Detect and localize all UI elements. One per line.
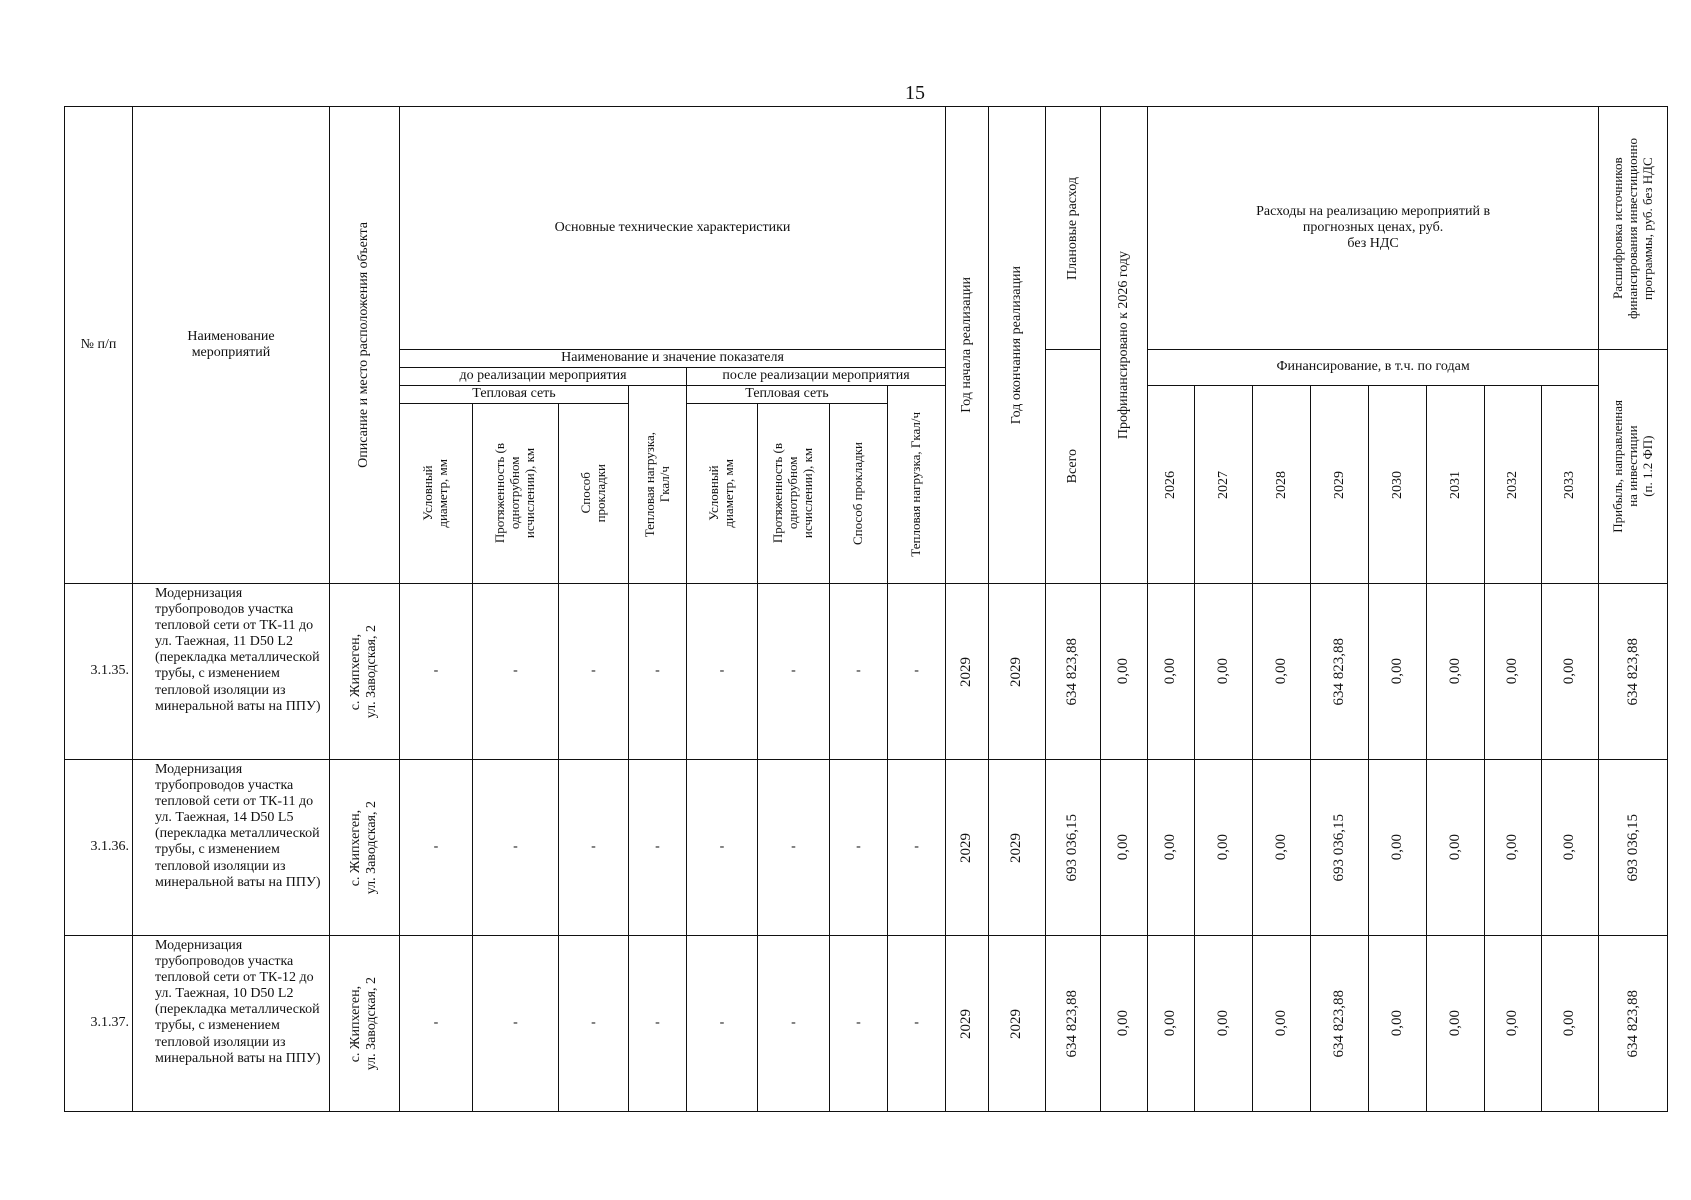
header-year-2032 bbox=[1485, 386, 1542, 584]
header-no: № п/п bbox=[65, 107, 133, 584]
row-year-value bbox=[1485, 760, 1542, 936]
investment-program-table bbox=[64, 106, 1668, 1112]
row-tech-value: - bbox=[400, 584, 473, 760]
header-diameter-before-text: Условный диаметр, мм bbox=[420, 459, 450, 528]
row-tech-value: - bbox=[687, 936, 758, 1112]
header-sources-text: Расшифровка источников финансирования инвестиционно программы, руб. без НДС bbox=[1609, 137, 1655, 319]
table-row bbox=[65, 760, 1668, 936]
header-length-after bbox=[758, 404, 830, 584]
row-profit bbox=[1599, 584, 1668, 760]
row-year-value bbox=[1369, 584, 1427, 760]
row-year-start-text: 2029 bbox=[958, 1008, 975, 1039]
row-location-text: с. Жипхеген, ул. Заводская, 2 bbox=[348, 976, 380, 1071]
row-year-value-text: 0,00 bbox=[1561, 834, 1578, 861]
row-year-value-text: 0,00 bbox=[1504, 658, 1521, 685]
row-year-start bbox=[946, 760, 989, 936]
header-total bbox=[1046, 350, 1101, 584]
row-tech-value: - bbox=[888, 760, 946, 936]
year-2027-label: 2027 bbox=[1215, 470, 1231, 499]
header-heat-network-before: Тепловая сеть bbox=[400, 386, 629, 404]
row-year-value bbox=[1195, 584, 1253, 760]
row-year-value-text: 0,00 bbox=[1214, 658, 1231, 685]
row-year-value-text: 0,00 bbox=[1561, 1010, 1578, 1037]
row-year-value bbox=[1195, 760, 1253, 936]
row-tech-value: - bbox=[559, 760, 629, 936]
row-tech-value: - bbox=[559, 584, 629, 760]
header-indicator: Наименование и значение показателя bbox=[400, 350, 946, 368]
header-year-2030 bbox=[1369, 386, 1427, 584]
row-tech-value: - bbox=[629, 584, 687, 760]
year-2026-label: 2026 bbox=[1163, 470, 1179, 499]
row-year-end bbox=[989, 584, 1046, 760]
row-year-value bbox=[1427, 936, 1485, 1112]
row-number: 3.1.37. bbox=[65, 936, 133, 1112]
header-financing: Финансирование, в т.ч. по годам bbox=[1148, 350, 1599, 386]
row-year-end-text: 2029 bbox=[1008, 1008, 1025, 1039]
row-year-start bbox=[946, 584, 989, 760]
row-name: Модернизация трубопроводов участка тепловой сети от ТК-11 до ул. Таежная, 11 D50 L2 (перекладка металлической трубы, с изменением тепловой изоляции из минеральной ваты на ППУ) bbox=[133, 584, 330, 760]
row-year-value bbox=[1485, 936, 1542, 1112]
row-year-value-text: 0,00 bbox=[1446, 1010, 1463, 1037]
header-name: Наименование мероприятий bbox=[133, 107, 330, 584]
header-year-start bbox=[946, 107, 989, 584]
row-year-end bbox=[989, 936, 1046, 1112]
header-year-start-text: Год начала реализации bbox=[959, 277, 975, 413]
row-year-end bbox=[989, 760, 1046, 936]
row-total bbox=[1046, 584, 1101, 760]
row-total-text: 693 036,15 bbox=[1064, 813, 1081, 882]
header-location bbox=[330, 107, 400, 584]
header-expenses: Расходы на реализацию мероприятий в прогнозных ценах, руб. без НДС bbox=[1148, 107, 1599, 350]
year-2031-label: 2031 bbox=[1447, 470, 1463, 499]
row-year-value bbox=[1542, 760, 1599, 936]
row-year-value bbox=[1311, 760, 1369, 936]
row-location bbox=[330, 760, 400, 936]
header-prefinanced bbox=[1101, 107, 1148, 584]
header-year-end bbox=[989, 107, 1046, 584]
row-year-value bbox=[1195, 936, 1253, 1112]
header-heat-network-after: Тепловая сеть bbox=[687, 386, 888, 404]
row-profit bbox=[1599, 760, 1668, 936]
row-year-start-text: 2029 bbox=[958, 656, 975, 687]
row-year-value bbox=[1148, 584, 1195, 760]
row-tech-value: - bbox=[758, 936, 830, 1112]
row-year-value bbox=[1427, 584, 1485, 760]
row-tech-value: - bbox=[830, 584, 888, 760]
row-total bbox=[1046, 760, 1101, 936]
row-year-value-text: 693 036,15 bbox=[1330, 813, 1347, 882]
row-year-start-text: 2029 bbox=[958, 832, 975, 863]
row-tech-value: - bbox=[473, 936, 559, 1112]
header-heat-load-after bbox=[888, 386, 946, 584]
header-after: после реализации мероприятия bbox=[687, 368, 946, 386]
row-tech-value: - bbox=[629, 936, 687, 1112]
header-year-2027 bbox=[1195, 386, 1253, 584]
row-year-end-text: 2029 bbox=[1008, 832, 1025, 863]
header-total-text: Всего bbox=[1065, 449, 1081, 484]
row-year-value bbox=[1253, 760, 1311, 936]
row-tech-value: - bbox=[758, 760, 830, 936]
header-year-2033 bbox=[1542, 386, 1599, 584]
row-number: 3.1.36. bbox=[65, 760, 133, 936]
row-total-text: 634 823,88 bbox=[1064, 637, 1081, 706]
row-year-value bbox=[1369, 760, 1427, 936]
header-before: до реализации мероприятия bbox=[400, 368, 687, 386]
row-year-value-text: 0,00 bbox=[1561, 658, 1578, 685]
header-diameter-after bbox=[687, 404, 758, 584]
year-2028-label: 2028 bbox=[1273, 470, 1289, 499]
row-year-value bbox=[1311, 936, 1369, 1112]
row-tech-value: - bbox=[758, 584, 830, 760]
header-tech-chars: Основные технические характеристики bbox=[400, 107, 946, 350]
row-profit bbox=[1599, 936, 1668, 1112]
row-year-value-text: 0,00 bbox=[1162, 834, 1179, 861]
table-row bbox=[65, 584, 1668, 760]
page-number: 15 bbox=[905, 82, 925, 104]
header-profit bbox=[1599, 350, 1668, 584]
row-year-value-text: 0,00 bbox=[1162, 658, 1179, 685]
row-tech-value: - bbox=[629, 760, 687, 936]
header-year-2029 bbox=[1311, 386, 1369, 584]
row-year-value bbox=[1369, 936, 1427, 1112]
row-tech-value: - bbox=[473, 584, 559, 760]
row-year-value-text: 0,00 bbox=[1272, 658, 1289, 685]
header-location-text: Описание и место расположения объекта bbox=[356, 222, 372, 468]
year-2030-label: 2030 bbox=[1389, 470, 1405, 499]
row-tech-value: - bbox=[830, 936, 888, 1112]
header-length-after-text: Протяженность (в однотрубном исчислении), км bbox=[770, 443, 815, 544]
row-prefinanced bbox=[1101, 936, 1148, 1112]
row-prefinanced bbox=[1101, 760, 1148, 936]
row-profit-text: 634 823,88 bbox=[1624, 637, 1641, 706]
row-year-value-text: 0,00 bbox=[1214, 1010, 1231, 1037]
row-year-value-text: 0,00 bbox=[1162, 1010, 1179, 1037]
row-year-value-text: 0,00 bbox=[1272, 834, 1289, 861]
row-year-value bbox=[1148, 760, 1195, 936]
row-tech-value: - bbox=[400, 936, 473, 1112]
header-year-2028 bbox=[1253, 386, 1311, 584]
row-year-start bbox=[946, 936, 989, 1112]
row-prefinanced-text: 0,00 bbox=[1115, 1010, 1132, 1037]
header-laying-after-text: Способ прокладки bbox=[850, 441, 866, 545]
row-location bbox=[330, 584, 400, 760]
header-planned-text: Плановые расход bbox=[1065, 176, 1081, 280]
row-year-value-text: 0,00 bbox=[1214, 834, 1231, 861]
header-length-before-text: Протяженность (в однотрубном исчислении), км bbox=[492, 443, 537, 544]
row-year-value bbox=[1148, 936, 1195, 1112]
row-tech-value: - bbox=[559, 936, 629, 1112]
header-year-2031 bbox=[1427, 386, 1485, 584]
row-prefinanced-text: 0,00 bbox=[1115, 658, 1132, 685]
row-tech-value: - bbox=[888, 584, 946, 760]
header-sources bbox=[1599, 107, 1668, 350]
table-row bbox=[65, 936, 1668, 1112]
year-2032-label: 2032 bbox=[1505, 470, 1521, 499]
row-prefinanced-text: 0,00 bbox=[1115, 834, 1132, 861]
row-location-text: с. Жипхеген, ул. Заводская, 2 bbox=[348, 800, 380, 895]
row-year-value-text: 0,00 bbox=[1388, 1010, 1405, 1037]
header-heat-load-before bbox=[629, 386, 687, 584]
header-planned bbox=[1046, 107, 1101, 350]
row-year-value bbox=[1253, 936, 1311, 1112]
row-name: Модернизация трубопроводов участка тепловой сети от ТК-11 до ул. Таежная, 14 D50 L5 (перекладка металлической трубы, с изменением тепловой изоляции из минеральной ваты на ППУ) bbox=[133, 760, 330, 936]
row-year-value-text: 0,00 bbox=[1446, 834, 1463, 861]
row-tech-value: - bbox=[400, 760, 473, 936]
row-year-value bbox=[1253, 584, 1311, 760]
row-year-value-text: 0,00 bbox=[1504, 834, 1521, 861]
header-profit-text: Прибыль, направленная на инвестиции (п. 1.2 ФП) bbox=[1609, 400, 1655, 533]
row-total-text: 634 823,88 bbox=[1064, 989, 1081, 1058]
row-total bbox=[1046, 936, 1101, 1112]
row-year-value bbox=[1542, 584, 1599, 760]
header-length-before bbox=[473, 404, 559, 584]
header-laying-before bbox=[559, 404, 629, 584]
row-year-end-text: 2029 bbox=[1008, 656, 1025, 687]
row-year-value bbox=[1427, 760, 1485, 936]
header-row-1 bbox=[65, 107, 1668, 350]
row-location bbox=[330, 936, 400, 1112]
row-year-value-text: 0,00 bbox=[1388, 658, 1405, 685]
row-year-value-text: 0,00 bbox=[1388, 834, 1405, 861]
row-number: 3.1.35. bbox=[65, 584, 133, 760]
header-diameter-before bbox=[400, 404, 473, 584]
header-heat-load-after-text: Тепловая нагрузка, Гкал/ч bbox=[908, 412, 924, 557]
row-year-value-text: 634 823,88 bbox=[1330, 637, 1347, 706]
row-profit-text: 634 823,88 bbox=[1624, 989, 1641, 1058]
row-year-value-text: 0,00 bbox=[1272, 1010, 1289, 1037]
header-laying-before-text: Способ прокладки bbox=[577, 464, 608, 523]
row-year-value bbox=[1311, 584, 1369, 760]
row-location-text: с. Жипхеген, ул. Заводская, 2 bbox=[348, 624, 380, 719]
row-tech-value: - bbox=[687, 760, 758, 936]
row-profit-text: 693 036,15 bbox=[1624, 813, 1641, 882]
row-tech-value: - bbox=[687, 584, 758, 760]
row-name: Модернизация трубопроводов участка тепловой сети от ТК-12 до ул. Таежная, 10 D50 L2 (перекладка металлической трубы, с изменением тепловой изоляции из минеральной ваты на ППУ) bbox=[133, 936, 330, 1112]
header-year-end-text: Год окончания реализации bbox=[1009, 265, 1025, 425]
header-diameter-after-text: Условный диаметр, мм bbox=[706, 459, 736, 528]
header-year-2026 bbox=[1148, 386, 1195, 584]
row-year-value-text: 0,00 bbox=[1504, 1010, 1521, 1037]
header-laying-after bbox=[830, 404, 888, 584]
row-year-value bbox=[1485, 584, 1542, 760]
header-heat-load-before-text: Тепловая нагрузка, Гкал/ч bbox=[641, 431, 672, 538]
row-year-value-text: 0,00 bbox=[1446, 658, 1463, 685]
row-prefinanced bbox=[1101, 584, 1148, 760]
header-prefinanced-text: Профинансировано к 2026 году bbox=[1116, 250, 1132, 440]
row-tech-value: - bbox=[830, 760, 888, 936]
row-tech-value: - bbox=[473, 760, 559, 936]
year-2029-label: 2029 bbox=[1331, 470, 1347, 499]
row-tech-value: - bbox=[888, 936, 946, 1112]
row-year-value-text: 634 823,88 bbox=[1330, 989, 1347, 1058]
row-year-value bbox=[1542, 936, 1599, 1112]
year-2033-label: 2033 bbox=[1562, 470, 1578, 499]
